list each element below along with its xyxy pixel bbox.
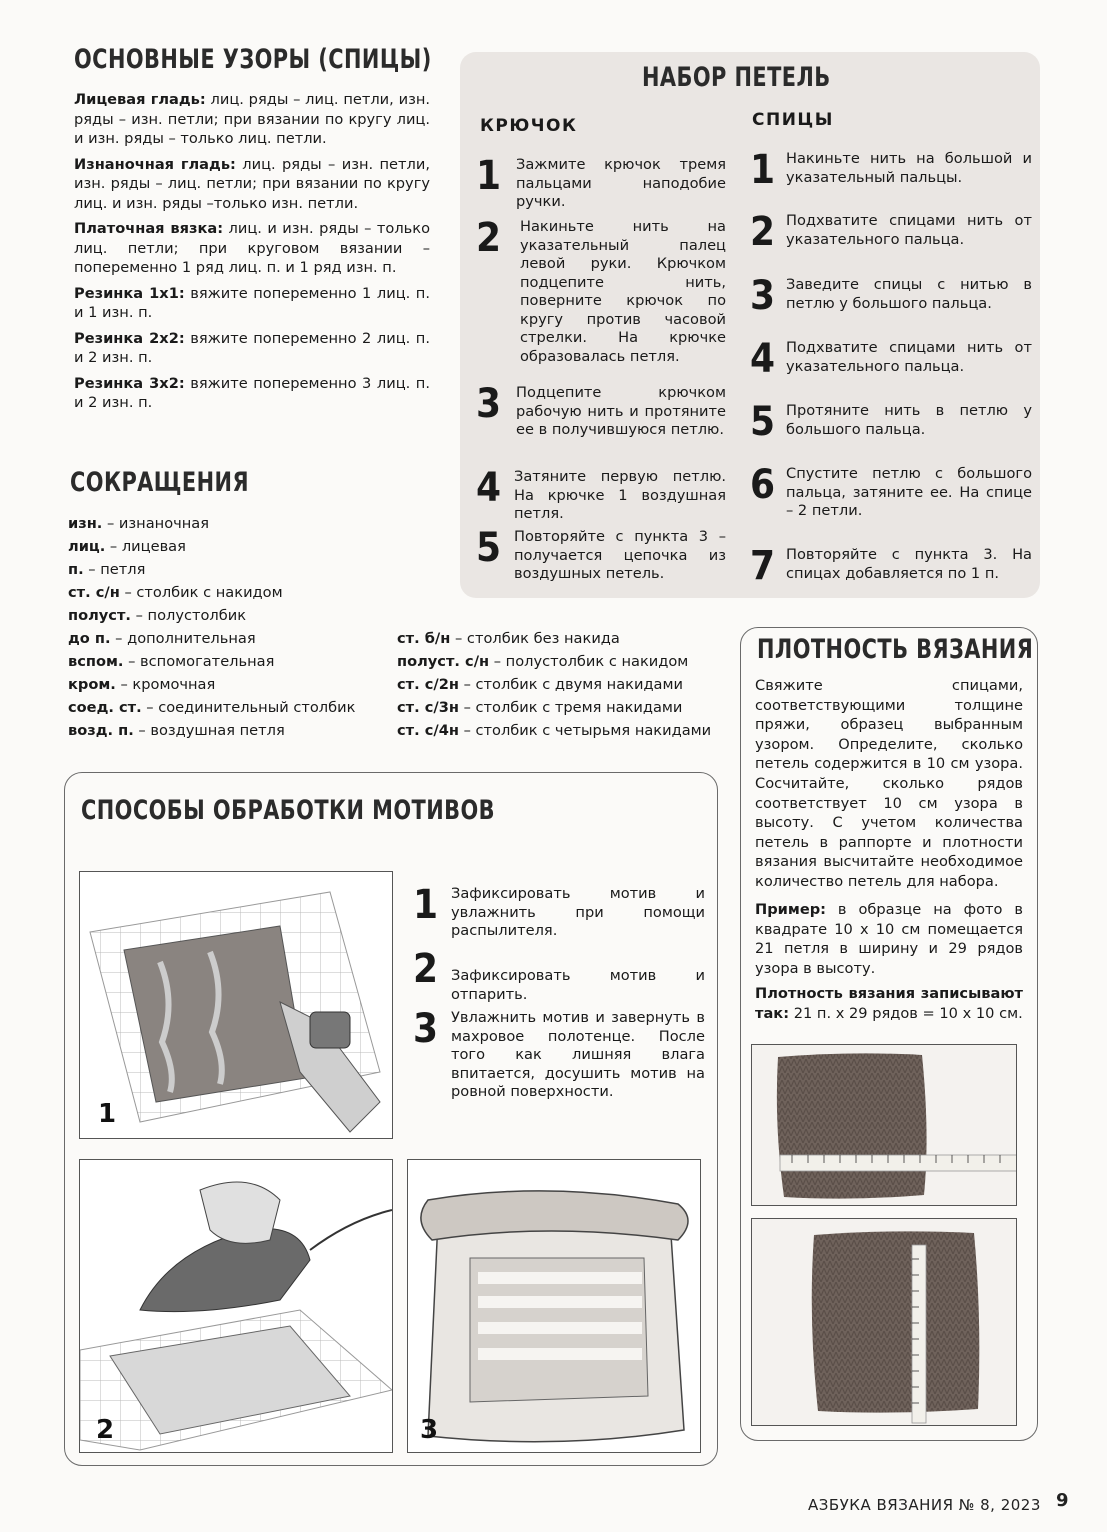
record-term: Плотность вязания записывают так: xyxy=(755,985,1023,1022)
pattern-item xyxy=(74,90,430,149)
abbr-item xyxy=(397,719,711,742)
density-example xyxy=(755,900,1023,978)
step-text: Повторяйте с пункта 3 – получается цепочка из воздушных петель. xyxy=(514,528,726,582)
abbr-meaning: – кромочная xyxy=(115,676,216,693)
step-number: 5 xyxy=(476,525,502,571)
abbr-item xyxy=(68,650,355,673)
abbr-meaning: – соединительный столбик xyxy=(141,699,356,716)
hook-step xyxy=(476,465,726,524)
abbr-term: ст. б/н xyxy=(397,630,451,647)
abbr-meaning: – петля xyxy=(83,561,146,578)
abbr-item xyxy=(68,558,355,581)
step-text: Повторяйте с пункта 3. На спицах добавляется по 1 п. xyxy=(786,546,1032,582)
pic-label: 2 xyxy=(96,1415,115,1445)
abbr-meaning: – столбик без накида xyxy=(450,630,620,647)
needles-step xyxy=(750,209,1032,255)
pattern-text: лиц. и изн. ряды – только лиц. петли; при круговом вязании – попеременно 1 ряд лиц. п. и 1 ряд изн. п. xyxy=(74,220,431,276)
pattern-text: лиц. ряды – изн. петли, изн. ряды – лиц. петли; при вязании по кругу лиц. и изн. ряды –только изн. петли. xyxy=(74,155,430,212)
step-text: Накиньте нить на указательный палец левой руки. Крючком подцепите нить, поверните крючок по кругу против часовой стрелки. На крючке образовалась петля. xyxy=(520,218,726,365)
abbr-item xyxy=(68,581,355,604)
hook-heading: КРЮЧОК xyxy=(480,116,578,136)
swatch-photo-horizontal xyxy=(751,1044,1017,1206)
pattern-item xyxy=(74,374,430,413)
step-text: Зафиксировать мотив и увлажнить при помощи распылителя. xyxy=(451,885,705,939)
step-text: Накиньте нить на большой и указательный пальцы. xyxy=(786,150,1032,186)
abbr-item xyxy=(68,512,355,535)
patterns-list xyxy=(74,90,430,413)
density-text: Свяжите спицами, соответствующими толщине пряжи, образец выбранным узором. Определите, сколько петель содержится в 10 см узора. Сосчитайте, сколько рядов соответствует 10 см узора в высоту. С учетом количества петель в раппорте и плотности вязания высчитайте необходимое количество петель для набора. xyxy=(755,677,1023,890)
spray-illustration-image xyxy=(80,872,392,1138)
step-text: Протяните нить в петлю у большого пальца. xyxy=(786,402,1032,438)
pattern-text: вяжите попеременно 2 лиц. п. и 2 изн. п. xyxy=(74,329,430,366)
abbr-term: кром. xyxy=(68,676,116,693)
step-text: Зафиксировать мотив и отпарить. xyxy=(451,967,705,1003)
step-number: 3 xyxy=(750,273,776,319)
pattern-text: лиц. ряды – лиц. петли, изн. ряды – изн. петли; при вязании по кругу лиц. и изн. ряды – только лиц. петли. xyxy=(74,91,431,147)
pattern-text: вяжите попеременно 1 лиц. п. и 1 изн. п. xyxy=(74,284,430,321)
needles-step xyxy=(750,273,1032,319)
finishing-step xyxy=(413,946,705,1004)
step-text: Спустите петлю с большого пальца, затяните ее. На спице – 2 петли. xyxy=(786,465,1032,519)
step-number: 4 xyxy=(750,336,776,382)
pattern-term: Резинка 1х1: xyxy=(74,284,185,302)
abbr-term: ст. с/3н xyxy=(397,699,459,716)
step-text: Подхватите спицами нить от указательного пальца. xyxy=(786,339,1032,375)
finishing-step xyxy=(413,882,705,941)
example-term: Пример: xyxy=(755,901,826,918)
step-number: 4 xyxy=(476,465,502,511)
abbr-term: ст. с/н xyxy=(68,584,120,601)
abbr-term: лиц. xyxy=(68,538,106,555)
finishing-title: СПОСОБЫ ОБРАБОТКИ МОТИВОВ xyxy=(81,795,496,826)
abbr-term: полуст. xyxy=(68,607,131,624)
abbreviations-left-list xyxy=(68,512,355,742)
abbr-item xyxy=(397,696,711,719)
abbr-item xyxy=(397,650,711,673)
step-number: 1 xyxy=(476,153,502,199)
step-text: Заведите спицы с нитью в петлю у большого пальца. xyxy=(786,276,1032,312)
abbr-meaning: – дополнительная xyxy=(110,630,256,647)
pic-label: 1 xyxy=(98,1099,117,1129)
abbr-term: п. xyxy=(68,561,84,578)
abbr-meaning: – столбик с накидом xyxy=(119,584,283,601)
towel-illustration-image xyxy=(408,1160,700,1452)
density-record xyxy=(755,984,1023,1023)
step-number: 6 xyxy=(750,462,776,508)
abbr-meaning: – лицевая xyxy=(105,538,186,555)
abbr-meaning: – столбик с двумя накидами xyxy=(458,676,683,693)
hook-step xyxy=(476,153,726,212)
abbr-item xyxy=(68,673,355,696)
abbr-term: возд. п. xyxy=(68,722,134,739)
step-text: Затяните первую петлю. На крючке 1 воздушная петля. xyxy=(514,468,726,522)
step-number: 3 xyxy=(476,381,502,427)
needles-step xyxy=(750,399,1032,445)
needles-step xyxy=(750,336,1032,382)
needles-heading: СПИЦЫ xyxy=(752,110,834,130)
hook-step xyxy=(476,381,726,440)
abbr-meaning: – полустолбик xyxy=(130,607,247,624)
abbr-item xyxy=(68,719,355,742)
swatch-image xyxy=(752,1219,1016,1425)
step-number: 1 xyxy=(413,882,439,928)
pic-label: 3 xyxy=(420,1415,439,1445)
step-number: 5 xyxy=(750,399,776,445)
step-text: Увлажнить мотив и завернуть в махровое полотенце. После того как лишняя влага впитается, досушить мотив на ровной поверхности. xyxy=(451,1009,705,1100)
abbr-term: изн. xyxy=(68,515,103,532)
pattern-term: Резинка 3х2: xyxy=(74,374,185,392)
density-box xyxy=(740,627,1038,1441)
pattern-item xyxy=(74,329,430,368)
pattern-item xyxy=(74,219,430,278)
abbr-meaning: – столбик с четырьмя накидами xyxy=(458,722,712,739)
abbr-item xyxy=(68,627,355,650)
hook-step xyxy=(476,215,726,366)
abbr-item xyxy=(68,535,355,558)
abbreviations-title: СОКРАЩЕНИЯ xyxy=(70,467,249,498)
finishing-step xyxy=(413,1006,705,1102)
illustration-iron xyxy=(79,1159,393,1453)
density-title: ПЛОТНОСТЬ ВЯЗАНИЯ xyxy=(757,634,1034,665)
step-number: 2 xyxy=(476,215,502,261)
page-number: 9 xyxy=(1056,1490,1070,1511)
abbr-term: соед. ст. xyxy=(68,699,142,716)
step-text: Зажмите крючок тремя пальцами наподобие ручки. xyxy=(516,156,726,210)
abbr-item xyxy=(68,604,355,627)
example-text: в образце на фото в квадрате 10 х 10 см помещается 21 петля в ширину и 29 рядов узора в высоту. xyxy=(755,901,1023,977)
abbr-term: до п. xyxy=(68,630,111,647)
abbr-meaning: – воздушная петля xyxy=(133,722,285,739)
abbr-item xyxy=(397,627,711,650)
illustration-spray xyxy=(79,871,393,1139)
abbr-meaning: – вспомогательная xyxy=(123,653,275,670)
finishing-box xyxy=(64,772,718,1466)
pattern-item xyxy=(74,284,430,323)
abbr-term: ст. с/2н xyxy=(397,676,459,693)
abbr-term: полуст. с/н xyxy=(397,653,490,670)
step-number: 3 xyxy=(413,1006,439,1052)
abbr-term: вспом. xyxy=(68,653,124,670)
abbr-meaning: – столбик с тремя накидами xyxy=(458,699,683,716)
abbr-term: ст. с/4н xyxy=(397,722,459,739)
pattern-term: Резинка 2х2: xyxy=(74,329,185,347)
needles-step xyxy=(750,147,1032,193)
step-text: Подцепите крючком рабочую нить и протяните ее в получившуюся петлю. xyxy=(516,384,726,438)
step-number: 1 xyxy=(750,147,776,193)
needles-step xyxy=(750,543,1032,589)
step-number: 2 xyxy=(413,946,439,992)
abbr-meaning: – полустолбик с накидом xyxy=(489,653,689,670)
cast-on-title: НАБОР ПЕТЕЛЬ xyxy=(642,62,831,93)
swatch-photo-vertical xyxy=(751,1218,1017,1426)
step-number: 2 xyxy=(750,209,776,255)
step-text: Подхватите спицами нить от указательного пальца. xyxy=(786,212,1032,248)
swatch-image xyxy=(752,1045,1016,1205)
abbreviations-right-list xyxy=(397,627,711,742)
abbr-item xyxy=(397,673,711,696)
pattern-term: Изнаночная гладь: xyxy=(74,155,236,173)
pattern-text: вяжите попеременно 3 лиц. п. и 2 изн. п. xyxy=(74,374,430,411)
pattern-item xyxy=(74,155,430,214)
cast-on-box xyxy=(460,52,1040,598)
abbr-meaning: – изнаночная xyxy=(102,515,210,532)
iron-illustration-image xyxy=(80,1160,392,1452)
footer-magazine: АЗБУКА ВЯЗАНИЯ № 8, 2023 xyxy=(808,1496,1041,1514)
patterns-title: ОСНОВНЫЕ УЗОРЫ (СПИЦЫ) xyxy=(74,44,432,75)
needles-step xyxy=(750,462,1032,521)
step-number: 7 xyxy=(750,543,776,589)
abbr-item xyxy=(68,696,355,719)
hook-step xyxy=(476,525,726,584)
pattern-term: Платочная вязка: xyxy=(74,220,224,237)
illustration-towel xyxy=(407,1159,701,1453)
record-text: 21 п. х 29 рядов = 10 х 10 см. xyxy=(789,1004,1023,1022)
pattern-term: Лицевая гладь: xyxy=(74,91,206,108)
